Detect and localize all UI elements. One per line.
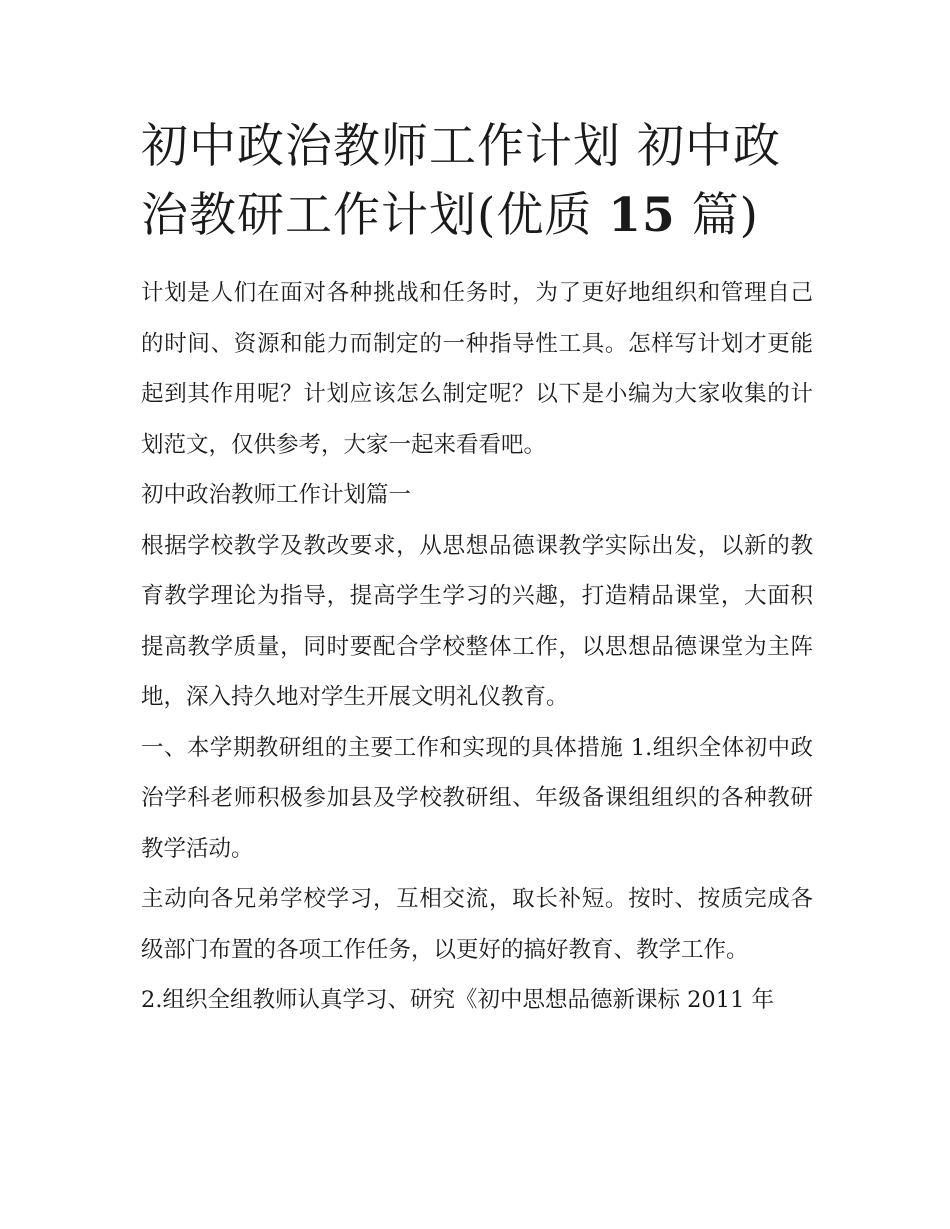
document-page <box>141 112 813 1026</box>
body-paragraph: 2.组织全组教师认真学习、研究《初中思想品德新课标 2011 年 <box>141 987 775 1013</box>
intro-paragraph: 计划是人们在面对各种挑战和任务时，为了更好地组织和管理自己的时间、资源和能力而制定的一种指导性工具。怎样写计划才更能起到其作用呢？计划应该怎么制定呢？以下是小编为大家收集的计划范文，仅供参考，大家一起来看看吧。 <box>141 280 813 458</box>
title-number: 15 <box>608 188 676 243</box>
body-paragraph: 一、本学期教研组的主要工作和实现的具体措施 1.组织全体初中政治学科老师积极参加县及学校教研组、年级备课组组织的各种教研教学活动。 <box>141 734 813 862</box>
body-paragraph: 主动向各兄弟学校学习，互相交流，取长补短。按时、按质完成各级部门布置的各项工作任务，以更好的搞好教育、教学工作。 <box>141 886 813 963</box>
title-text-part1: 初中政治教师工作计划 初中政治教研工作计划(优质 <box>141 119 781 243</box>
document-body <box>141 268 813 1026</box>
document-title <box>141 112 813 250</box>
section-heading: 初中政治教师工作计划篇一 <box>141 482 412 508</box>
title-text-part2: 篇) <box>675 188 759 243</box>
body-paragraph: 根据学校教学及教改要求，从思想品德课教学实际出发，以新的教育教学理论为指导，提高学生学习的兴趣，打造精品课堂，大面积提高教学质量，同时要配合学校整体工作，以思想品德课堂为主阵地，深入持久地对学生开展文明礼仪教育。 <box>141 532 813 710</box>
